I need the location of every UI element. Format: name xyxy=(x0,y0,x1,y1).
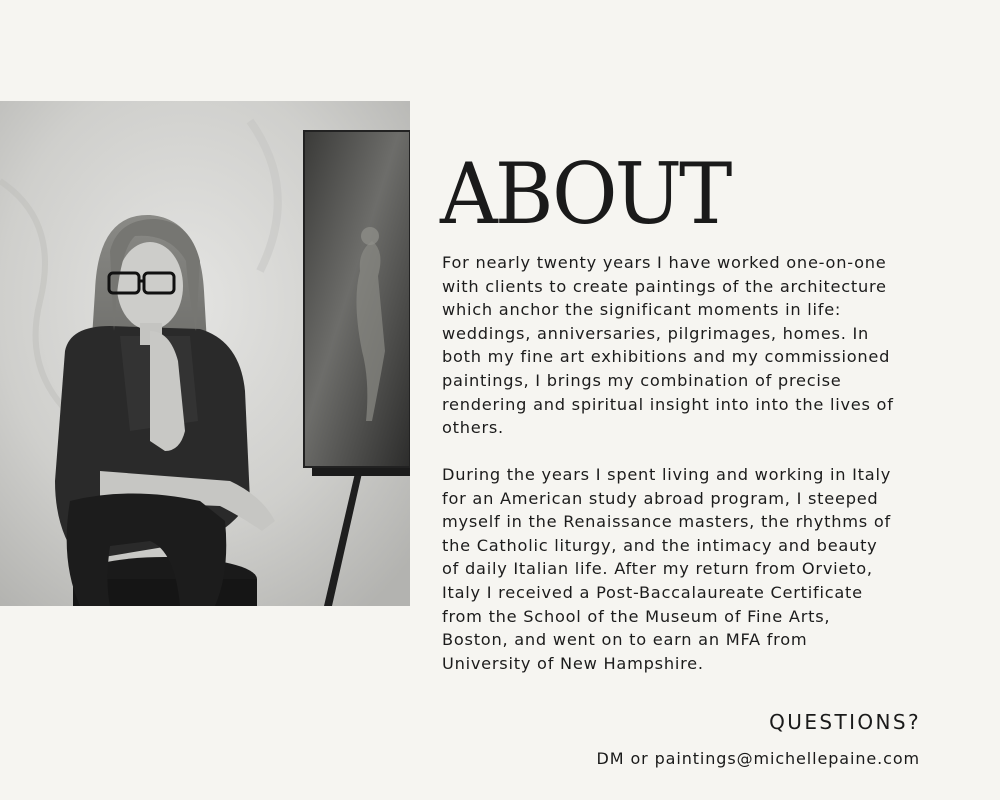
contact-text: DM or paintings@michellepaine.com xyxy=(596,749,920,768)
page-title: ABOUT xyxy=(440,145,730,243)
artist-portrait-photo xyxy=(0,101,410,606)
about-paragraph-1: For nearly twenty years I have worked one-on-one with clients to create paintings of the architecture which anchor the significant moments in life: weddings, anniversaries, pilgrimages, homes. In both my fine art exhibitions and my commissioned paintings, I brings my combination of precise rendering and spiritual insight into into the lives of others. xyxy=(442,253,894,438)
questions-heading: QUESTIONS? xyxy=(769,710,921,734)
about-paragraph-2: During the years I spent living and working in Italy for an American study abroad program, I steeped myself in the Renaissance masters, the rhythms of the Catholic liturgy, and the intimacy and beauty of daily Italian life. After my return from Orvieto, Italy I received a Post-Baccalaureate Certificate from the School of the Museum of Fine Arts, Boston, and went on to earn an MFA from University of New Hampshire. xyxy=(442,465,892,673)
